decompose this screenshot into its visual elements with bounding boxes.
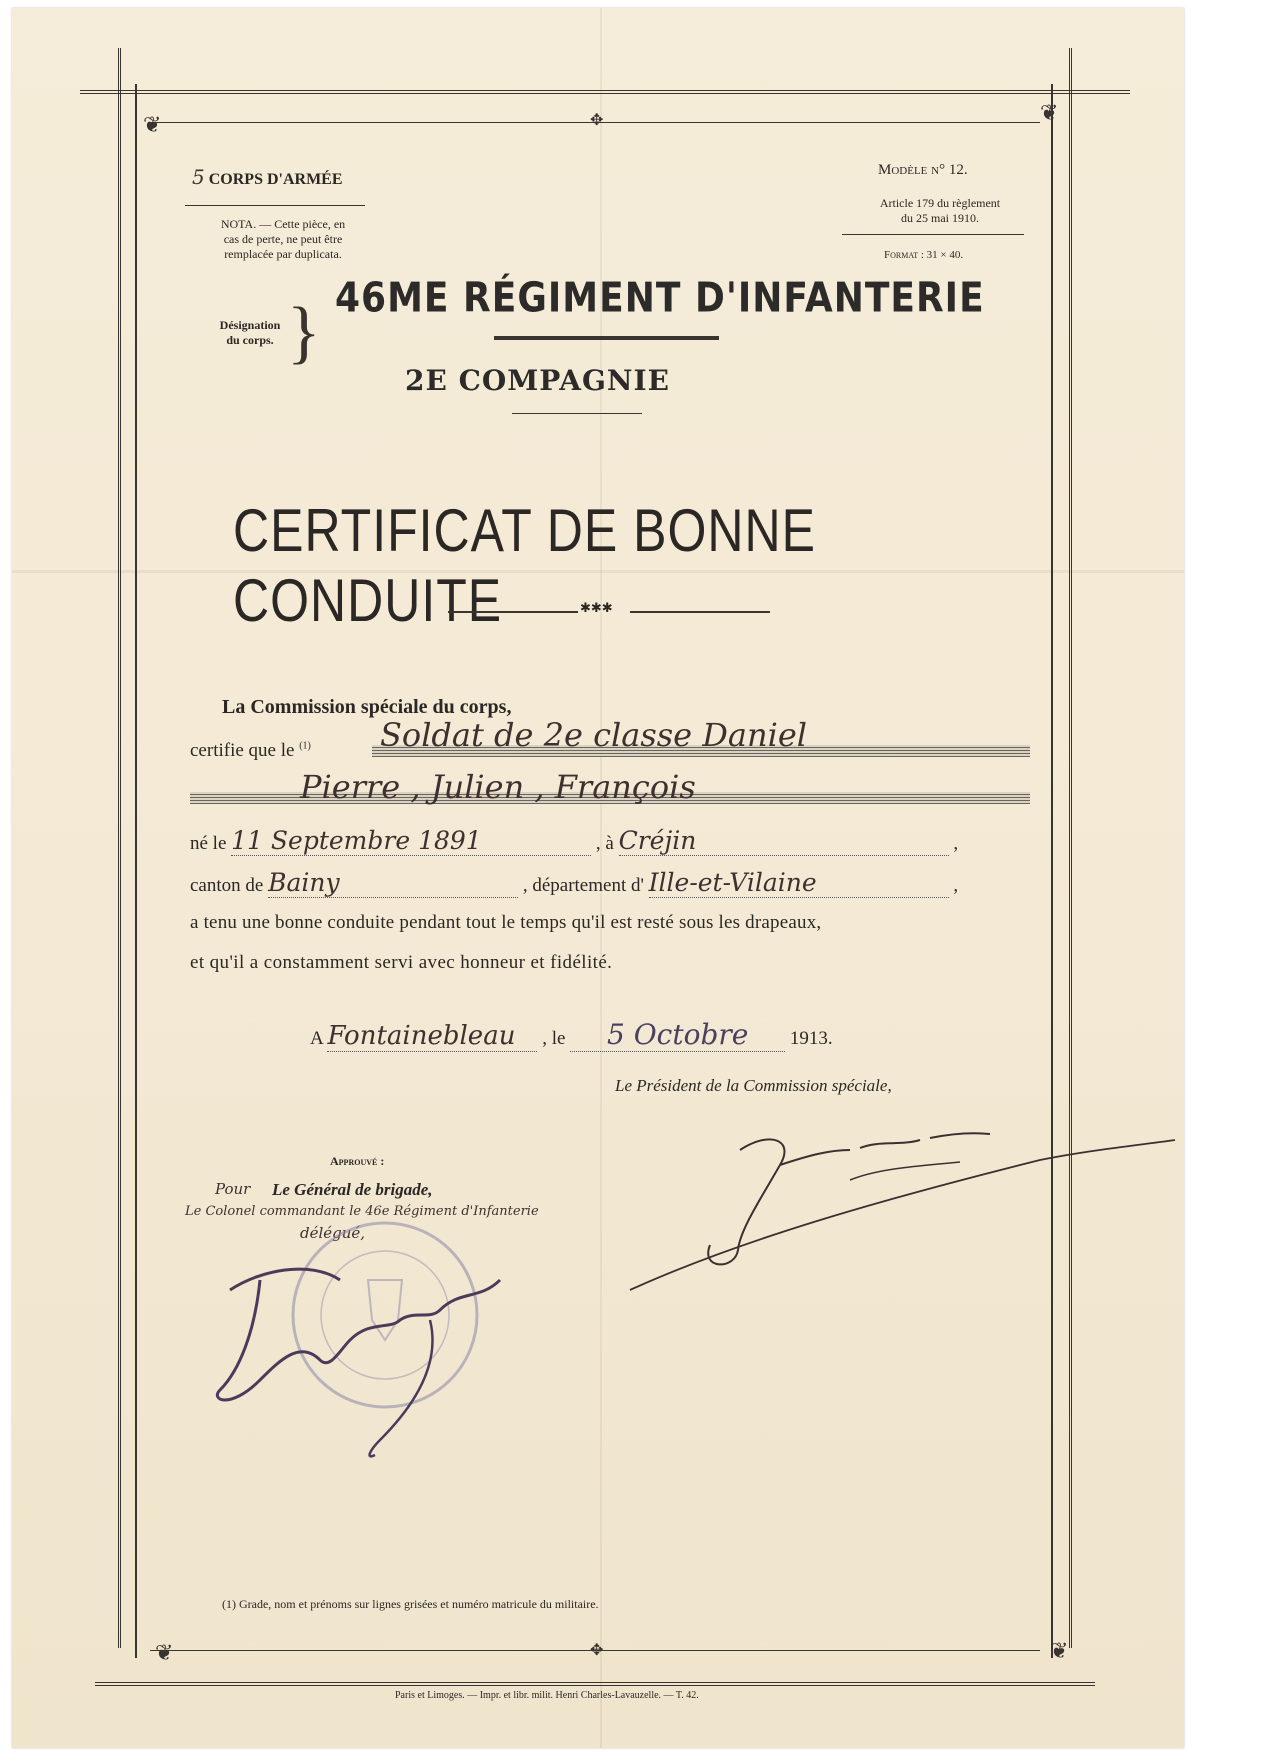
colonel-signature xyxy=(200,1250,560,1470)
canton-comma: , xyxy=(953,875,959,896)
designation-line-1: Désignation xyxy=(219,318,281,332)
birth-line xyxy=(190,826,1050,856)
certifie-prefix xyxy=(190,740,311,762)
title-divider-left xyxy=(448,611,578,613)
prenoms-value: Pierre , Julien , François xyxy=(300,768,696,806)
title-divider-ornament-icon: ✱✱✱ xyxy=(580,600,613,615)
brace-icon: } xyxy=(287,294,321,371)
pour-label: Pour xyxy=(215,1180,251,1198)
ne-le-label: né le xyxy=(190,833,227,854)
top-rule xyxy=(80,90,1130,94)
place-value: Fontainebleau xyxy=(327,1021,537,1052)
ornament-top-right-icon: ❦ xyxy=(1040,100,1059,125)
colonel-line: Le Colonel commandant le 46e Régiment d'Infanterie xyxy=(185,1204,539,1219)
grade-name-value: Soldat de 2e classe Daniel xyxy=(380,716,808,754)
company-divider xyxy=(512,413,642,414)
corps-label: CORPS D'ARMÉE xyxy=(208,171,343,188)
printer-line: Paris et Limoges. — Impr. et libr. milit. Henri Charles-Lavauzelle. — T. 42. xyxy=(395,1690,699,1701)
note-ref: (1) xyxy=(299,740,311,752)
president-signature xyxy=(620,1120,1180,1300)
commission-line: La Commission spéciale du corps, xyxy=(222,696,512,718)
article-underline xyxy=(842,234,1024,235)
article-block xyxy=(840,196,1040,226)
conduite-line: a tenu une bonne conduite pendant tout le temps qu'il est resté sous les drapeaux, xyxy=(190,912,822,933)
certifie-label: certifie que le xyxy=(190,740,295,761)
ornament-top-center-icon: ✥ xyxy=(590,112,604,129)
canton-label: canton de xyxy=(190,875,264,896)
ornament-top-left-icon: ❦ xyxy=(143,112,162,137)
general-label: Le Général de brigade, xyxy=(272,1180,433,1199)
date-value: 5 Octobre xyxy=(570,1018,785,1052)
title-divider-right xyxy=(630,611,770,613)
birth-a-label: , à xyxy=(595,833,614,854)
document-title: CERTIFICAT DE BONNE CONDUITE xyxy=(233,497,816,634)
birth-date-value: 11 Septembre 1891 xyxy=(231,826,591,856)
company-stamp: 2E COMPAGNIE xyxy=(405,364,670,397)
ornament-bottom-right-icon: ❦ xyxy=(1050,1638,1069,1663)
bottom-rule xyxy=(95,1682,1095,1686)
designation-label xyxy=(205,318,295,348)
nota-line-1: NOTA. — Cette pièce, en xyxy=(220,217,346,231)
nota-line-2: cas de perte, ne peut être xyxy=(223,232,343,246)
modele-label: Modèle n° 12. xyxy=(878,162,968,178)
ornament-bottom-center-icon: ✥ xyxy=(590,1642,604,1659)
corps-number: 5 xyxy=(192,165,205,189)
nota-block xyxy=(188,217,378,262)
approval-label: Approuvé : xyxy=(330,1154,385,1168)
birth-place-value: Créjin xyxy=(619,826,949,856)
ornament-bottom-left-icon: ❦ xyxy=(155,1640,174,1665)
place-a-label: A xyxy=(310,1028,323,1049)
canton-line xyxy=(190,868,1060,898)
regiment-underline xyxy=(494,336,719,340)
place-date-line xyxy=(310,1018,833,1052)
year-value: 1913. xyxy=(789,1028,833,1049)
delegue-label: délégué, xyxy=(300,1224,366,1242)
birth-comma: , xyxy=(953,833,959,854)
honneur-line: et qu'il a constamment servi avec honneur et fidélité. xyxy=(190,952,613,973)
departement-label: , département d' xyxy=(522,875,644,896)
article-line-2: du 25 mai 1910. xyxy=(901,211,979,225)
footnote: (1) Grade, nom et prénoms sur lignes grisées et numéro matricule du militaire. xyxy=(222,1597,599,1611)
corps-underline xyxy=(185,205,365,206)
canton-value: Bainy xyxy=(268,868,518,898)
president-label: Le Président de la Commission spéciale, xyxy=(615,1076,892,1095)
article-line-1: Article 179 du règlement xyxy=(879,196,1001,210)
departement-value: Ille-et-Vilaine xyxy=(649,868,949,898)
nota-line-3: remplacée par duplicata. xyxy=(224,247,342,261)
regiment-stamp: 46ME RÉGIMENT D'INFANTERIE xyxy=(335,274,985,323)
corps-header xyxy=(192,165,343,189)
place-le-label: , le xyxy=(542,1028,566,1049)
designation-line-2: du corps. xyxy=(226,333,274,347)
format-label: Format : 31 × 40. xyxy=(884,249,964,261)
